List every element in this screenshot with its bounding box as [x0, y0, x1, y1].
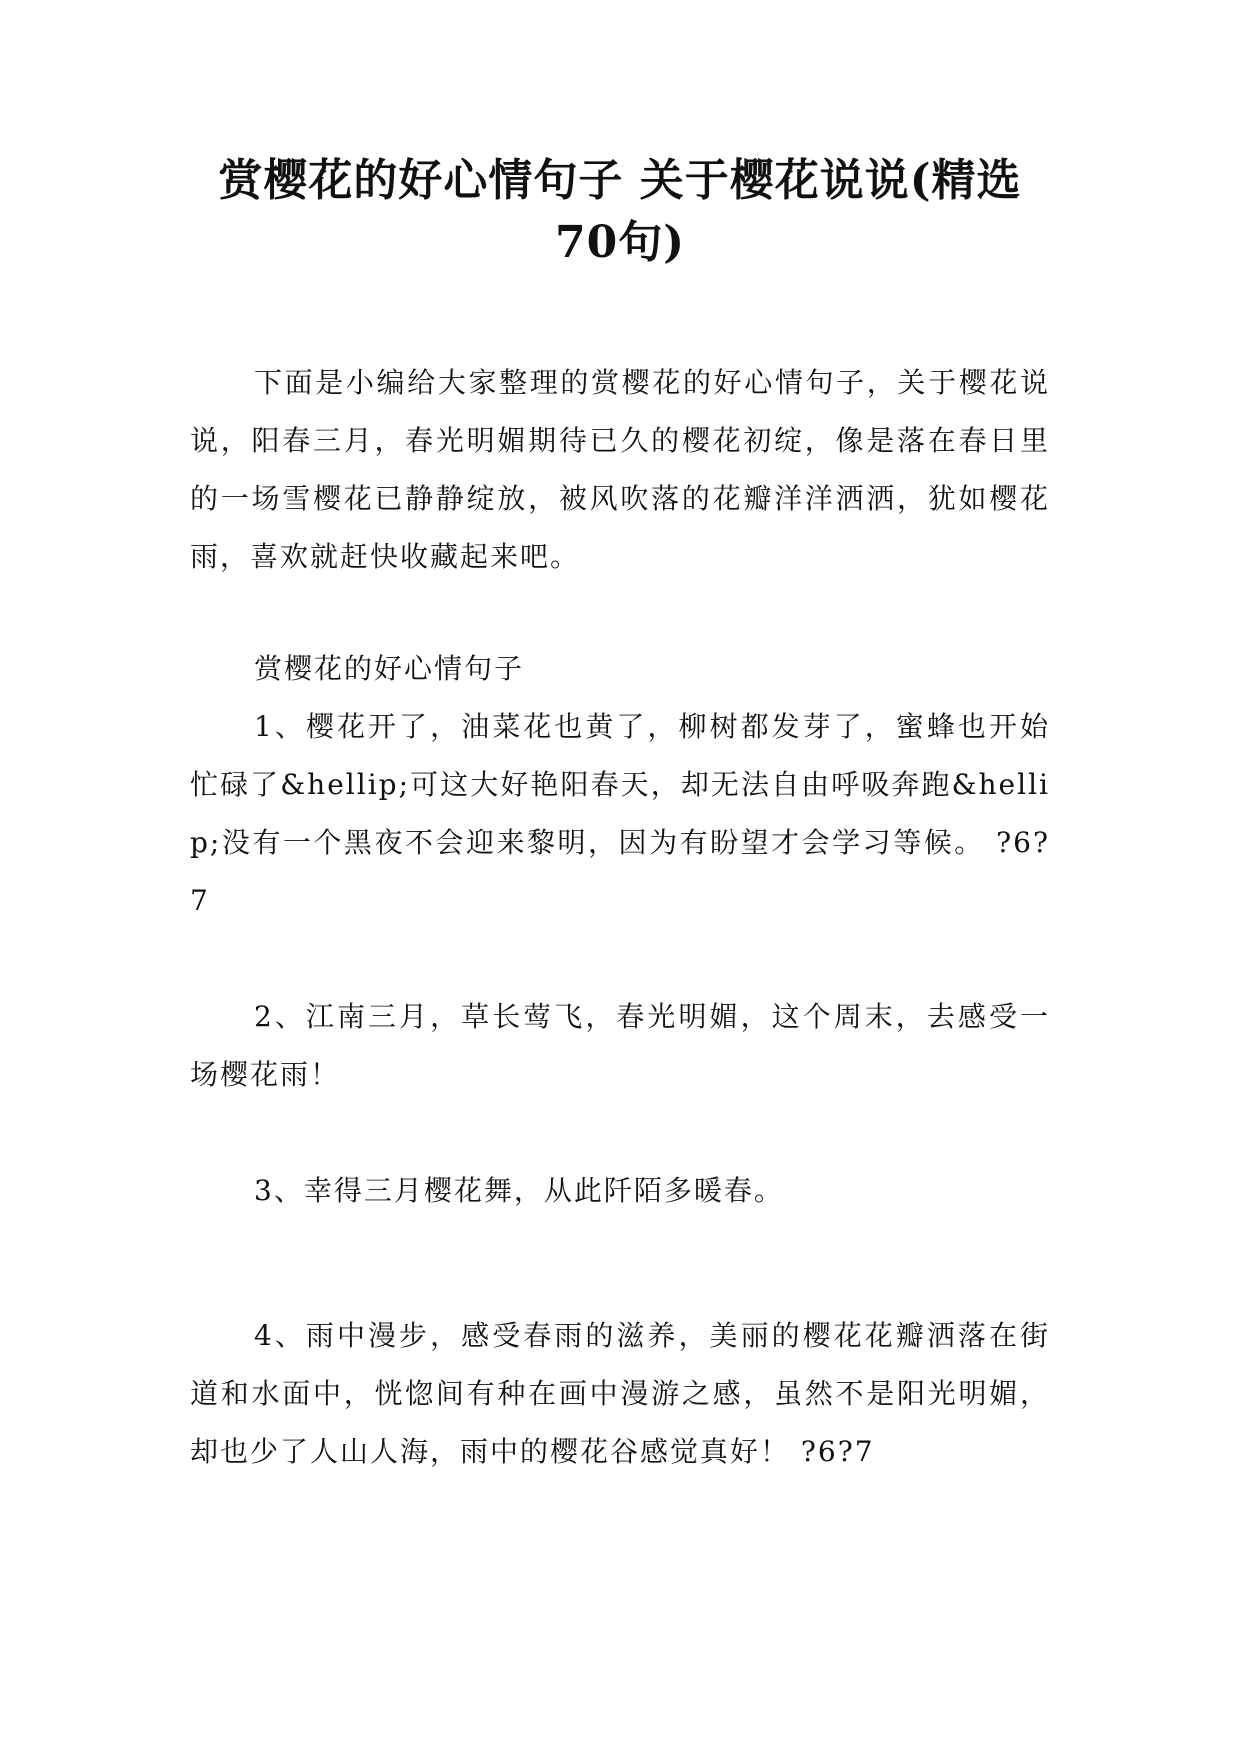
list-item: 2、江南三月，草长莺飞，春光明媚，这个周末，去感受一场樱花雨！: [190, 1000, 1050, 1091]
list-item: 1、樱花开了，油菜花也黄了，柳树都发芽了，蜜蜂也开始忙碌了&hellip;可这大好艳阳春天，却无法自由呼吸奔跑&hellip;没有一个黑夜不会迎来黎明，因为有盼望才会学习等候。 ?6?7: [190, 710, 1050, 917]
section-heading: 赏樱花的好心情句子: [254, 652, 525, 685]
intro-paragraph: 下面是小编给大家整理的赏樱花的好心情句子，关于樱花说说，阳春三月，春光明媚期待已久的樱花初绽，像是落在春日里的一场雪樱花已静静绽放，被风吹落的花瓣洋洋洒洒，犹如樱花雨，喜欢就赶快收藏起来吧。: [190, 366, 1050, 573]
document-title: 赏樱花的好心情句子 关于樱花说说(精选 70句): [218, 155, 1022, 268]
list-item: 4、雨中漫步，感受春雨的滋养，美丽的樱花花瓣洒落在街道和水面中，恍惚间有种在画中漫游之感，虽然不是阳光明媚，却也少了人山人海，雨中的樱花谷感觉真好！ ?6?7: [190, 1319, 1050, 1468]
list-item: 3、幸得三月樱花舞，从此阡陌多暖春。: [254, 1174, 784, 1207]
